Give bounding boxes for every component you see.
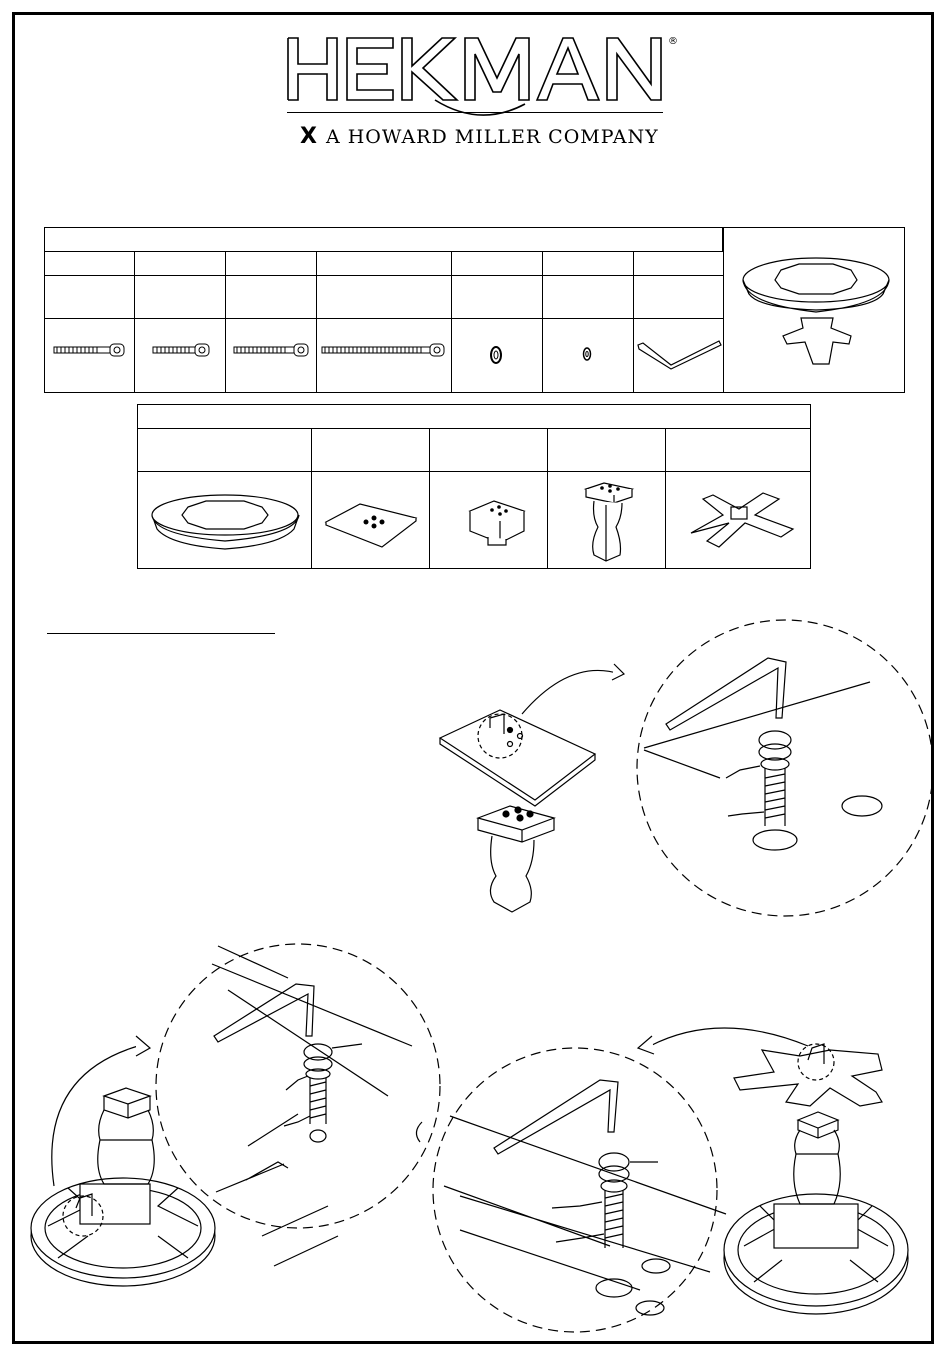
short-bolt-icon: [152, 343, 212, 357]
long-bolt-icon: [53, 343, 128, 357]
tagline-mark: X: [300, 124, 318, 149]
block-icon: [466, 497, 528, 549]
base-feet-icon: [683, 485, 801, 553]
hekman-logo: [285, 30, 680, 110]
mounting-plate-icon: [324, 500, 418, 550]
pedestal-icon: [582, 481, 636, 565]
hardware-table-header: [45, 228, 723, 252]
table-top-icon: [148, 489, 303, 555]
lock-washer-icon: [489, 345, 503, 365]
step-2-figure: [28, 936, 448, 1296]
company-tagline: [300, 124, 660, 149]
parts-table-header: [138, 405, 810, 428]
assembled-table-icon: [733, 246, 899, 376]
allen-wrench-icon: [635, 331, 723, 371]
hardware-table: [44, 227, 905, 393]
instruction-heading-underline: [47, 633, 275, 634]
registered-mark: ®: [668, 36, 678, 47]
step-1-figure: [430, 618, 900, 918]
step-3-figure: [430, 1020, 930, 1340]
logo-underline: [287, 112, 663, 113]
medium-bolt-icon: [233, 343, 313, 357]
parts-table: [137, 404, 811, 569]
small-washer-icon: [582, 346, 592, 362]
tagline-text: A HOWARD MILLER COMPANY: [325, 126, 659, 148]
extra-long-bolt-icon: [321, 343, 449, 357]
